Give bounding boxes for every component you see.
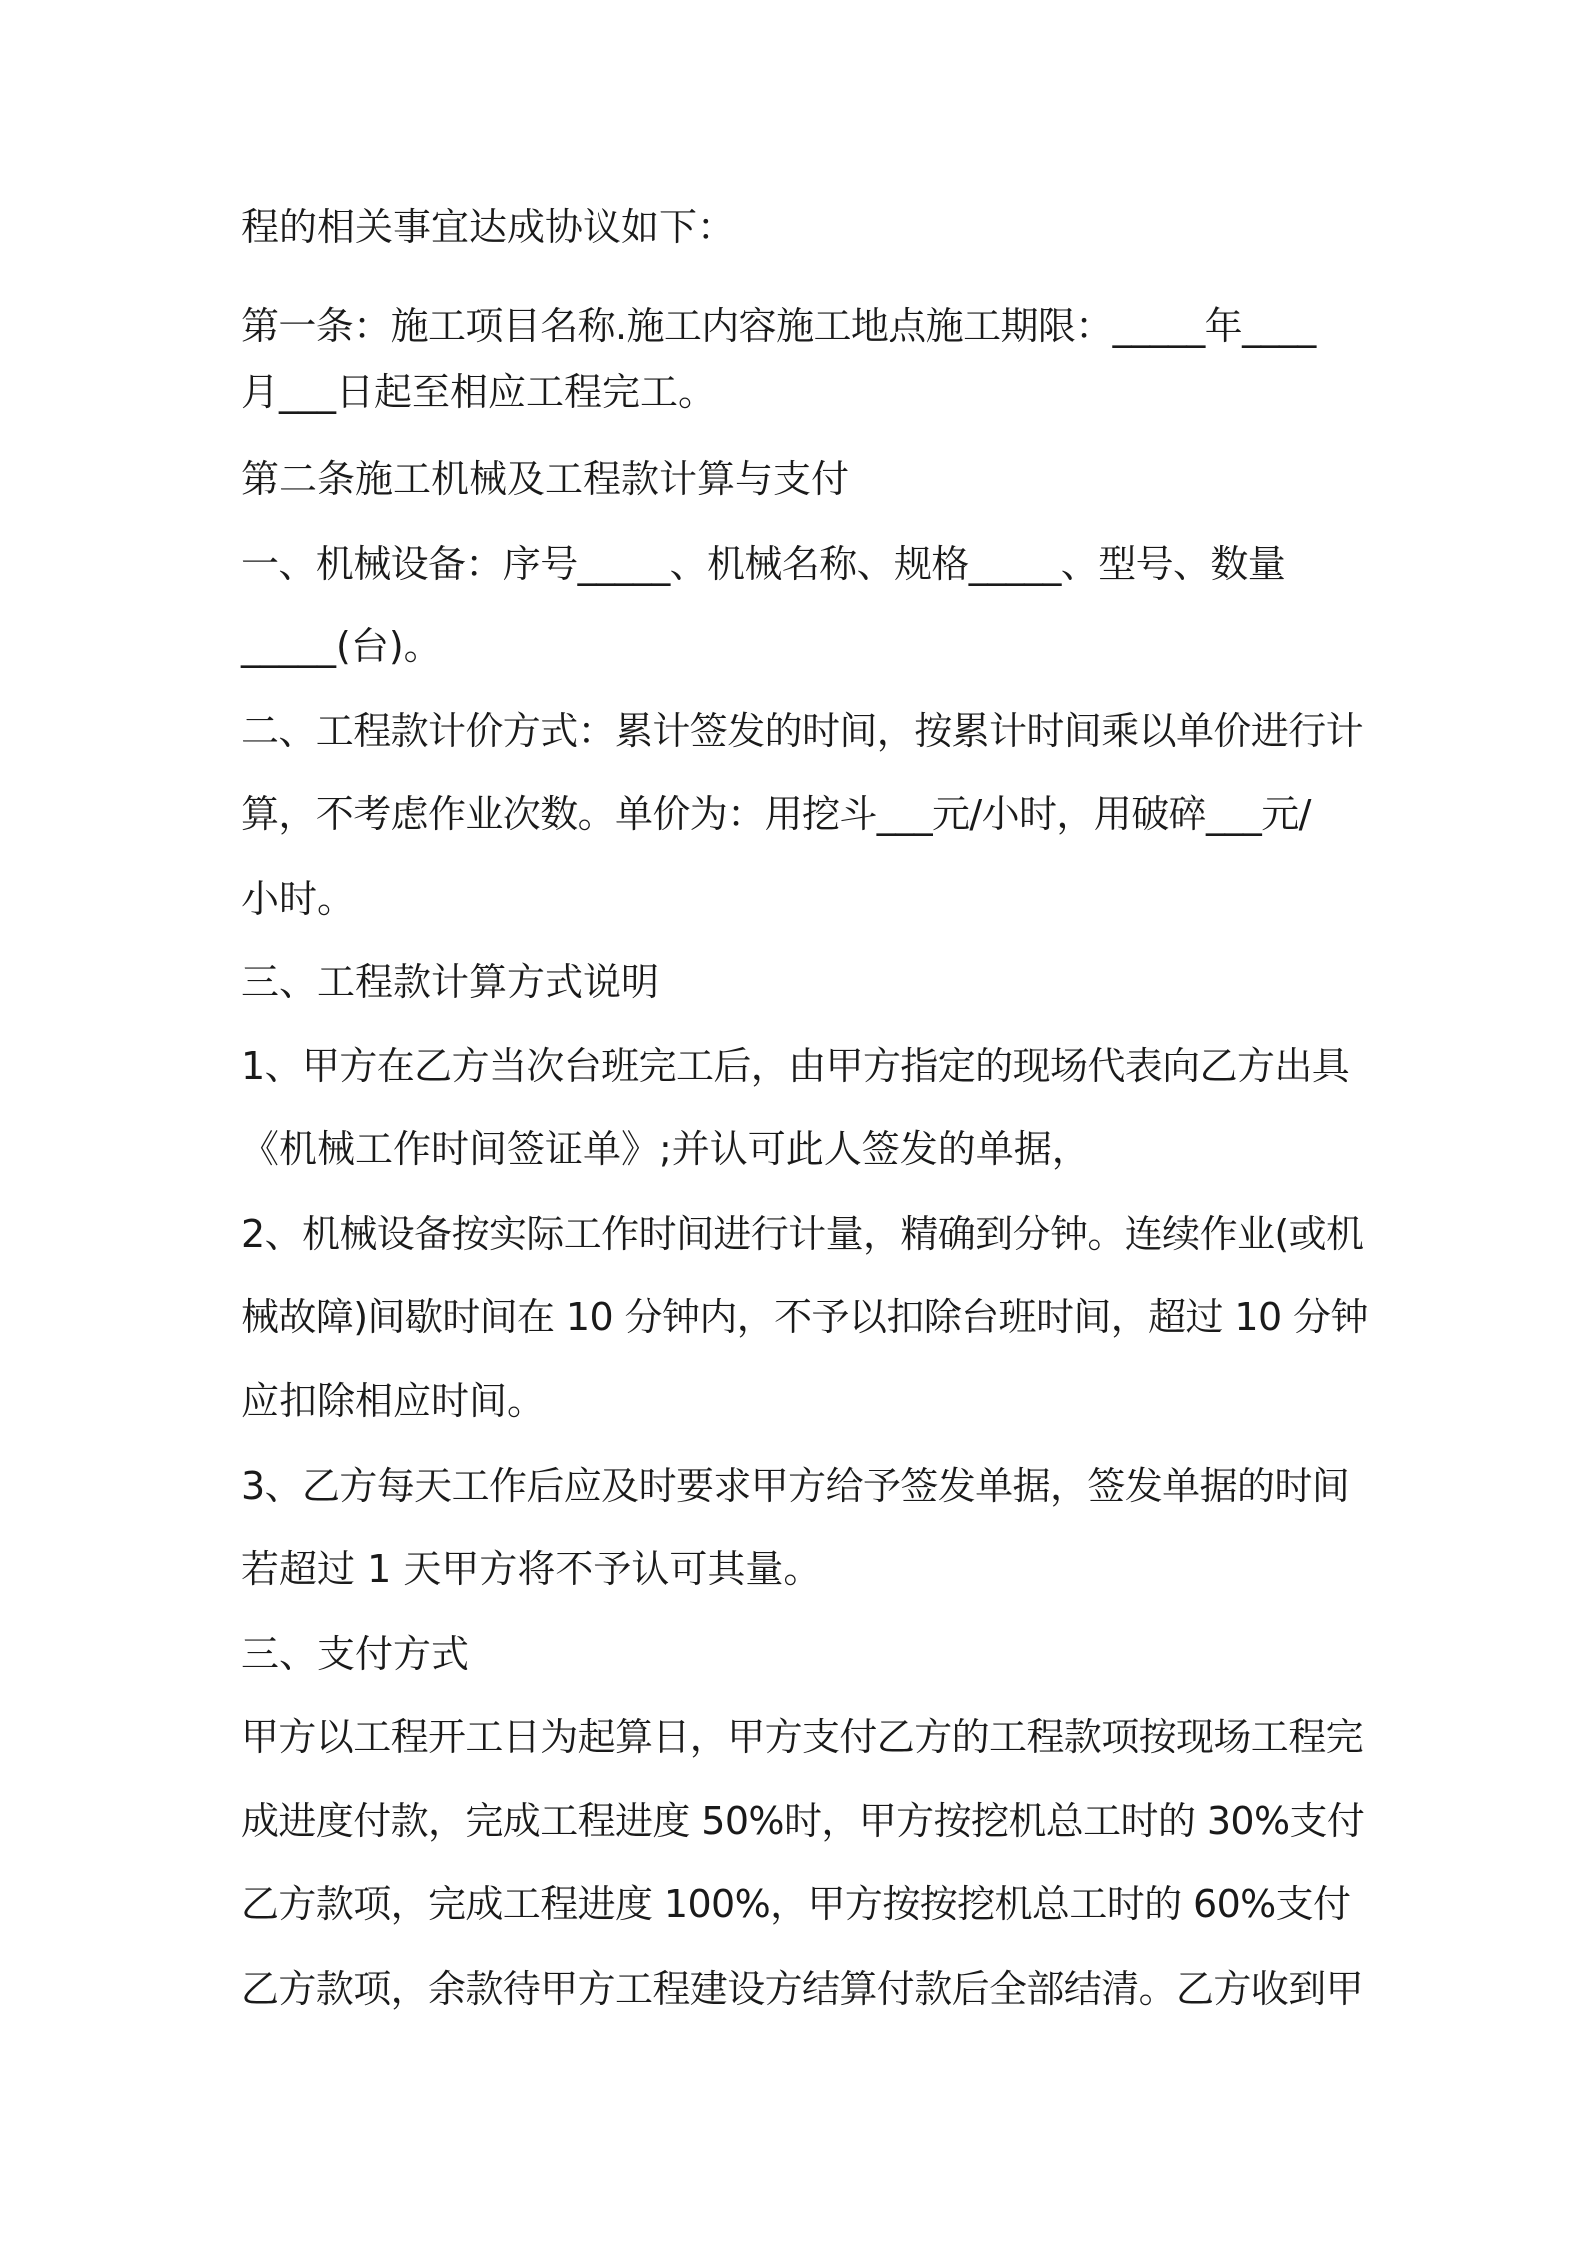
- clause-2-heading: 第二条施工机械及工程款计算与支付: [241, 457, 850, 501]
- item-2-line-3: 应扣除相应时间。: [241, 1379, 546, 1423]
- item-1-line-1: 1、甲方在乙方当次台班完工后，由甲方指定的现场代表向乙方出具: [241, 1044, 1350, 1088]
- equipment-line-1: 一、机械设备：序号_____、机械名称、规格_____、型号、数量: [241, 542, 1286, 586]
- payment-line-2: 成进度付款，完成工程进度 50%时，甲方按挖机总工时的 30%支付: [241, 1799, 1365, 1843]
- item-1-line-2: 《机械工作时间签证单》;并认可此人签发的单据，: [241, 1127, 1090, 1171]
- clause-1-line-2: 月___日起至相应工程完工。: [241, 370, 717, 414]
- pricing-line-2: 算，不考虑作业次数。单价为：用挖斗___元/小时，用破碎___元/: [241, 792, 1311, 836]
- item-3-line-1: 3、乙方每天工作后应及时要求甲方给予签发单据，签发单据的时间: [241, 1464, 1350, 1508]
- payment-line-4: 乙方款项，余款待甲方工程建设方结算付款后全部结清。乙方收到甲: [241, 1967, 1364, 2011]
- section-3-heading: 三、工程款计算方式说明: [241, 960, 660, 1004]
- pricing-line-1: 二、工程款计价方式：累计签发的时间，按累计时间乘以单价进行计: [241, 709, 1364, 753]
- payment-heading: 三、支付方式: [241, 1632, 470, 1676]
- paragraph-line: 程的相关事宜达成协议如下：: [241, 205, 736, 249]
- item-2-line-1: 2、机械设备按实际工作时间进行计量，精确到分钟。连续作业(或机: [241, 1212, 1364, 1256]
- item-3-line-2: 若超过 1 天甲方将不予认可其量。: [241, 1547, 822, 1591]
- equipment-line-2: _____(台)。: [241, 624, 442, 668]
- item-2-line-2: 械故障)间歇时间在 10 分钟内，不予以扣除台班时间，超过 10 分钟: [241, 1295, 1368, 1339]
- clause-1-line-1: 第一条：施工项目名称.施工内容施工地点施工期限：_____年____: [241, 304, 1316, 348]
- pricing-line-3: 小时。: [241, 877, 356, 921]
- payment-line-3: 乙方款项，完成工程进度 100%，甲方按按挖机总工时的 60%支付: [241, 1882, 1351, 1926]
- payment-line-1: 甲方以工程开工日为起算日，甲方支付乙方的工程款项按现场工程完: [241, 1715, 1364, 1759]
